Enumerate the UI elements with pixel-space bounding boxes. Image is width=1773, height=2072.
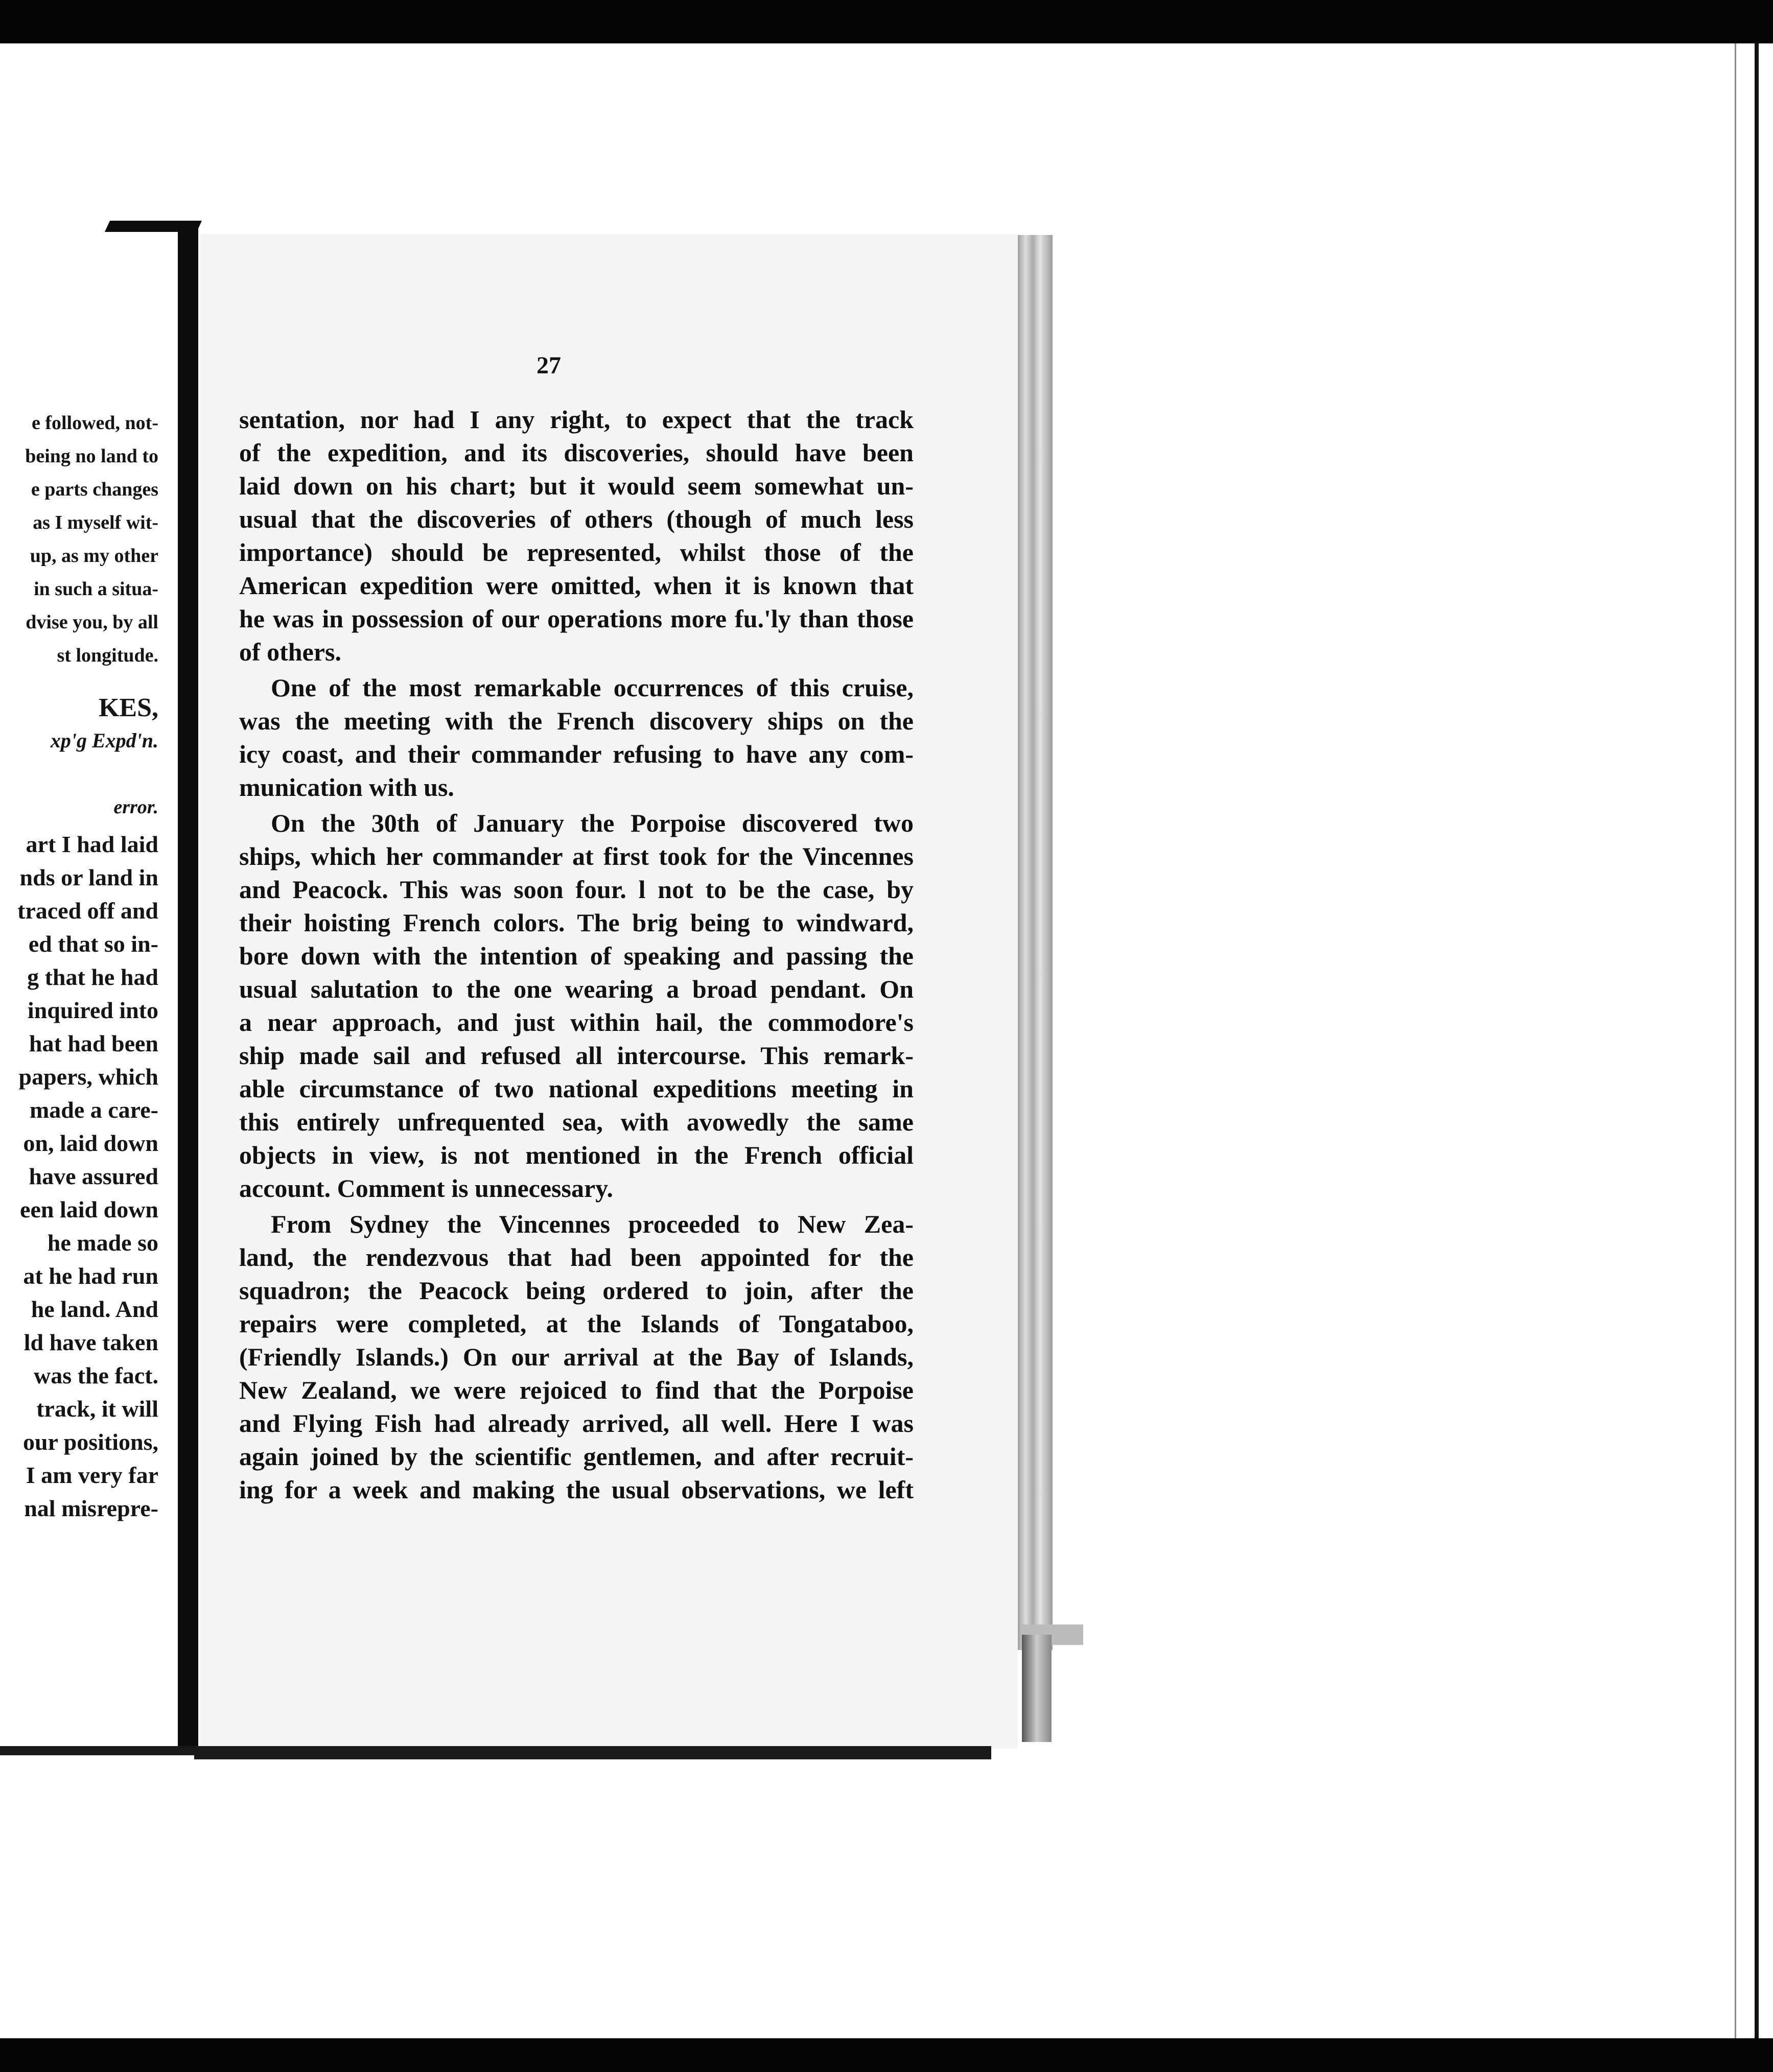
text-line: From Sydney the Vincennes proceeded to New Zea- [271,1210,914,1238]
left-line: was the fact. [34,1362,158,1388]
text-line: and Peacock. This was soon four. l not to be the case, by [239,875,914,904]
left-line: art I had laid [26,831,158,857]
left-title: xp'g Expd'n. [50,729,158,752]
left-line: e followed, not- [31,412,158,434]
left-line: ed that so in- [28,931,158,957]
text-line: of others. [239,638,341,666]
left-line: track, it will [36,1396,158,1422]
text-line: again joined by the scientific gentlemen, and after recruit- [239,1442,914,1471]
left-line: being no land to [25,445,158,467]
text-line: this entirely unfrequented sea, with avowedly the same [239,1108,914,1136]
left-page-bottom-shadow [0,1746,199,1755]
left-line: inquired into [27,997,158,1023]
text-line: usual salutation to the one wearing a broad pendant. On [239,975,914,1003]
scan-border-right [1755,43,1759,2038]
scan-border-line [1735,43,1736,2038]
text-line: munication with us. [239,773,454,802]
left-line: traced off and [17,898,158,924]
text-line: bore down with the intention of speaking and passing the [239,941,914,970]
left-line: made a care- [29,1097,158,1123]
text-line: ship made sail and refused all intercourse. This remark- [239,1041,914,1070]
text-line: of the expedition, and its discoveries, should have been [239,438,914,467]
page-number: 27 [536,352,561,379]
left-line: I am very far [26,1462,158,1488]
text-line: repairs were completed, at the Islands of Tongataboo, [239,1309,914,1338]
left-line: our positions, [22,1429,158,1455]
text-line: American expedition were omitted, when it is known that [239,571,914,600]
text-line: account. Comment is unnecessary. [239,1174,613,1203]
left-line: on, laid down [23,1130,158,1156]
text-line: ing for a week and making the usual observations, we left [239,1475,914,1504]
text-line: was the meeting with the French discovery ships on the [239,707,914,735]
text-line: land, the rendezvous that had been appointed for the [239,1243,914,1272]
text-line: New Zealand, we were rejoiced to find that the Porpoise [239,1376,914,1404]
text-line: and Flying Fish had already arrived, all well. Here I was [239,1409,914,1438]
left-line: as I myself wit- [33,512,158,533]
left-signature: KES, [98,693,158,722]
text-line: objects in view, is not mentioned in the French official [239,1141,914,1169]
text-line: On the 30th of January the Porpoise discovered two [271,809,914,837]
left-line: nal misrepre- [24,1495,158,1521]
scan-border-top [0,0,1773,43]
scan-border-bottom [0,2038,1773,2072]
left-page [0,234,179,1751]
text-line: able circumstance of two national expeditions meeting in [239,1074,914,1103]
left-line: at he had run [23,1263,158,1289]
text-line: he was in possession of our operations more fu.'ly than those [239,604,914,633]
left-heading: error. [113,796,158,818]
text-line: squadron; the Peacock being ordered to join, after the [239,1276,914,1305]
text-line: One of the most remarkable occurrences of this cruise, [271,673,914,702]
left-line: ld have taken [24,1329,158,1355]
left-line: een laid down [20,1196,158,1222]
page-edges-bottom [1022,1635,1052,1742]
left-line: dvise you, by all [26,611,158,633]
left-line: he land. And [31,1296,158,1322]
text-line: a near approach, and just within hail, the commodore's [239,1008,914,1037]
text-line: ships, which her commander at first took for the Vincennes [239,842,914,870]
right-page-bottom-shadow [194,1746,991,1759]
left-line: st longitude. [57,645,158,666]
left-line: nds or land in [19,864,158,890]
text-line: laid down on his chart; but it would seem somewhat un- [239,472,914,500]
left-line: e parts changes [31,479,158,500]
left-line: he made so [47,1230,158,1256]
page-edges [1017,235,1053,1650]
left-line: g that he had [27,964,158,990]
left-line: papers, which [18,1064,158,1090]
text-line: their hoisting French colors. The brig being to windward, [239,908,914,937]
text-line: usual that the discoveries of others (though of much less [239,505,914,533]
left-line: in such a situa- [34,578,158,600]
left-line: up, as my other [30,545,158,567]
left-line: have assured [29,1163,158,1189]
text-line: importance) should be represented, whilst those of the [239,538,914,567]
left-line: hat had been [29,1030,158,1056]
text-line: (Friendly Islands.) On our arrival at the Bay of Islands, [239,1343,914,1371]
book-gutter [178,225,198,1750]
text-line: sentation, nor had I any right, to expect that the track [239,405,914,434]
text-line: icy coast, and their commander refusing to have any com- [239,740,914,768]
